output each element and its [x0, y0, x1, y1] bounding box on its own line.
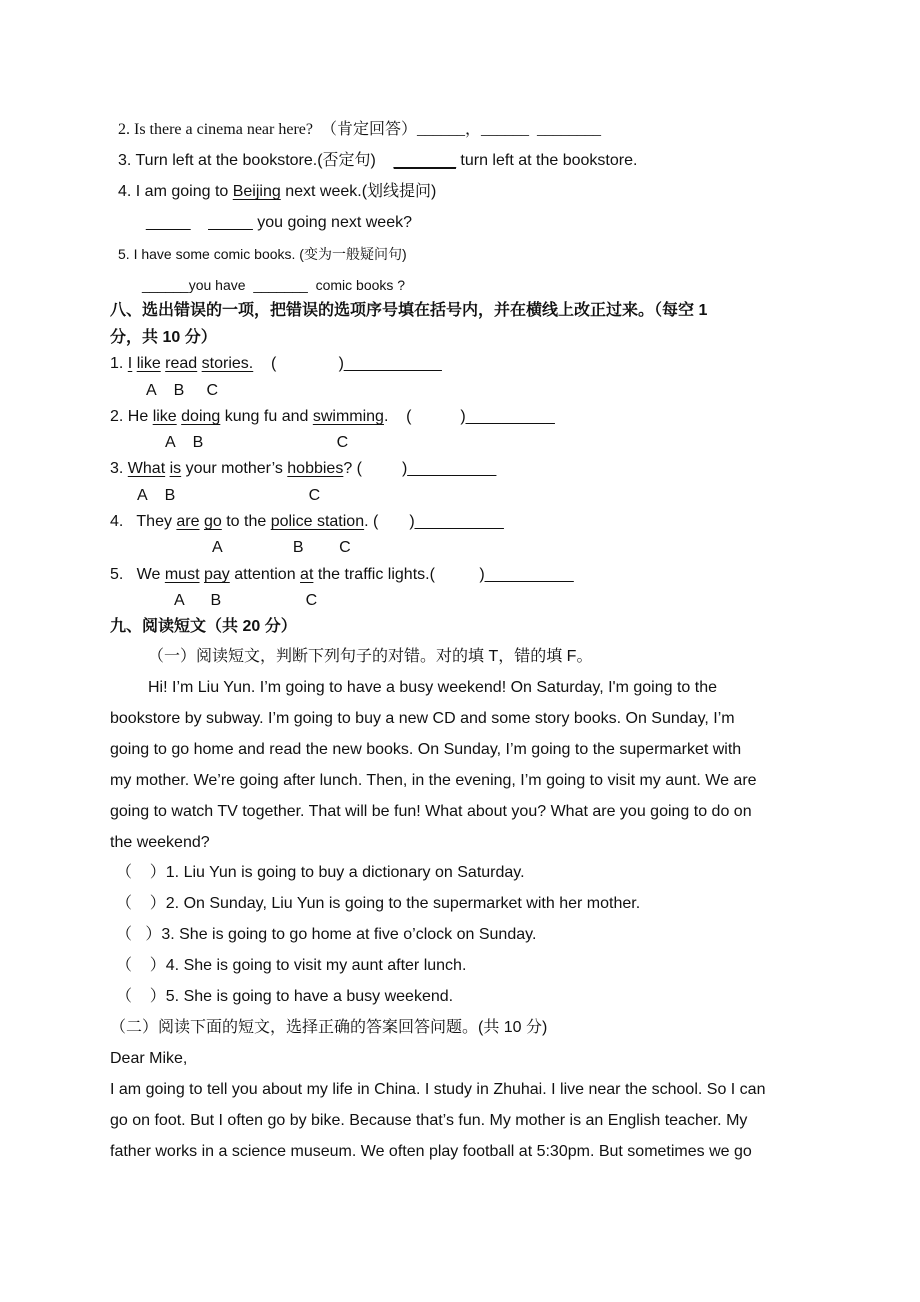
- text-segment: 5. We: [110, 566, 165, 583]
- text-line: [174, 591, 317, 611]
- text-segment: I am going to tell you about my life in China. I study in Zhuhai. I live near the school. So I can: [110, 1081, 766, 1098]
- text-segment: A B C: [146, 382, 219, 399]
- text-segment: next week.(划线提问): [280, 183, 437, 200]
- text-segment: （ ）2. On Sunday, Liu Yun is going to the supermarket with her mother.: [116, 895, 641, 912]
- text-segment: . ( )__________: [383, 408, 555, 425]
- text-line: [142, 275, 405, 295]
- text-segment: Hi! I’m Liu Yun. I’m going to have a busy weekend! On Saturday, I'm going to the: [148, 679, 718, 696]
- text-segment: 3. Turn left at the bookstore.(否定句): [118, 152, 394, 169]
- text-line: [110, 1111, 747, 1131]
- text-line: [110, 512, 504, 532]
- text-segment: 2. He: [110, 408, 153, 425]
- text-line: [116, 987, 453, 1007]
- text-line: [118, 120, 601, 140]
- text-line: [165, 433, 348, 453]
- text-line: [116, 894, 640, 914]
- text-segment: A B C: [212, 539, 351, 556]
- section-heading: [110, 301, 707, 321]
- underlined-word: read: [165, 355, 198, 372]
- text-segment: 4. I am going to: [118, 183, 233, 200]
- text-segment: bookstore by subway. I’m going to buy a new CD and some story books. On Sunday, I’m: [110, 710, 735, 727]
- text-segment: _____ _____ you going next week?: [146, 214, 412, 231]
- text-segment: to the: [221, 513, 271, 530]
- text-line: [146, 213, 412, 233]
- text-line: [110, 1049, 187, 1069]
- text-segment: going to go home and read the new books. On Sunday, I’m going to the supermarket with: [110, 741, 742, 758]
- text-segment: Dear Mike,: [110, 1050, 188, 1067]
- underlined-word: Beijing: [232, 183, 281, 200]
- text-line: [110, 709, 735, 729]
- text-segment: 5. I have some comic books. (变为一般疑问句): [118, 246, 407, 262]
- underlined-word: police station: [270, 513, 365, 530]
- text-segment: my mother. We’re going after lunch. Then, in the evening, I’m going to visit my aunt. We are: [110, 772, 757, 789]
- text-segment: 1.: [110, 355, 128, 372]
- underlined-word: is: [169, 460, 182, 477]
- underlined-word: stories.: [201, 355, 254, 372]
- text-line: [116, 925, 536, 945]
- text-line: [110, 1142, 752, 1162]
- text-segment: （ ）5. She is going to have a busy weekend.: [116, 988, 454, 1005]
- text-line: [212, 538, 351, 558]
- text-segment: ______you have _______ comic books ?: [142, 277, 406, 293]
- text-line: [118, 182, 436, 202]
- text-segment: the weekend?: [110, 834, 210, 851]
- text-line: [110, 771, 757, 791]
- text-segment: 4. They: [110, 513, 177, 530]
- text-segment: going to watch TV together. That will be fun! What about you? What are you going to do on: [110, 803, 752, 820]
- text-segment: turn left at the bookstore.: [455, 152, 638, 169]
- text-line: [110, 1018, 547, 1038]
- underlined-word: doing: [181, 408, 221, 425]
- underlined-word: _______: [393, 152, 456, 169]
- text-line: [110, 740, 741, 760]
- text-segment: . ( )__________: [364, 513, 504, 530]
- text-segment: （一）阅读短文，判断下列句子的对错。对的填 T，错的填 F。: [148, 648, 593, 665]
- text-segment: 八、选出错误的一项，把错误的选项序号填在括号内，并在横线上改正过来。（每空 1: [110, 302, 708, 319]
- section-heading: [110, 328, 217, 348]
- text-segment: 2. Is there a cinema near here? （肯定回答）______，______ ________: [118, 121, 601, 138]
- text-line: [110, 802, 752, 822]
- text-line: [148, 678, 717, 698]
- text-segment: （ ）4. She is going to visit my aunt after lunch.: [116, 957, 467, 974]
- text-line: [146, 381, 218, 401]
- text-line: [116, 863, 525, 883]
- text-segment: （二）阅读下面的短文，选择正确的答案回答问题。(共 10 分): [110, 1019, 548, 1036]
- text-segment: ( )___________: [253, 355, 442, 372]
- text-line: [116, 956, 466, 976]
- text-line: [118, 151, 637, 171]
- text-segment: go on foot. But I often go by bike. Because that’s fun. My mother is an English teacher. My: [110, 1112, 748, 1129]
- underlined-word: must: [164, 566, 200, 583]
- underlined-word: What: [127, 460, 166, 477]
- text-segment: 3.: [110, 460, 128, 477]
- underlined-word: swimming: [312, 408, 384, 425]
- text-segment: （ ）3. She is going to go home at five o’clock on Sunday.: [116, 926, 537, 943]
- underlined-word: at: [300, 566, 314, 583]
- text-line: [110, 833, 210, 853]
- text-segment: 九、阅读短文（共 20 分）: [110, 618, 297, 635]
- text-segment: A B C: [174, 592, 318, 609]
- text-line: [110, 565, 574, 585]
- text-line: [110, 1080, 765, 1100]
- text-segment: 分，共 10 分）: [110, 329, 217, 346]
- text-segment: （ ）1. Liu Yun is going to buy a dictionary on Saturday.: [116, 864, 525, 881]
- underlined-word: like: [152, 408, 177, 425]
- underlined-word: I: [127, 355, 133, 372]
- text-line: [137, 486, 320, 506]
- underlined-word: are: [176, 513, 200, 530]
- text-line: [110, 407, 555, 427]
- text-segment: A B C: [165, 434, 349, 451]
- text-segment: your mother’s: [181, 460, 288, 477]
- underlined-word: like: [136, 355, 161, 372]
- text-segment: kung fu and: [220, 408, 313, 425]
- section-heading: [110, 617, 297, 637]
- text-segment: father works in a science museum. We often play football at 5:30pm. But sometimes we go: [110, 1143, 752, 1160]
- text-segment: ? ( )__________: [343, 460, 497, 477]
- text-segment: A B C: [137, 487, 321, 504]
- text-line: [148, 647, 592, 667]
- text-line: [110, 354, 442, 374]
- text-line: [118, 244, 407, 264]
- text-segment: the traffic lights.( )__________: [313, 566, 574, 583]
- underlined-word: hobbies: [287, 460, 344, 477]
- underlined-word: go: [203, 513, 222, 530]
- text-segment: attention: [229, 566, 301, 583]
- underlined-word: pay: [203, 566, 230, 583]
- text-line: [110, 459, 496, 479]
